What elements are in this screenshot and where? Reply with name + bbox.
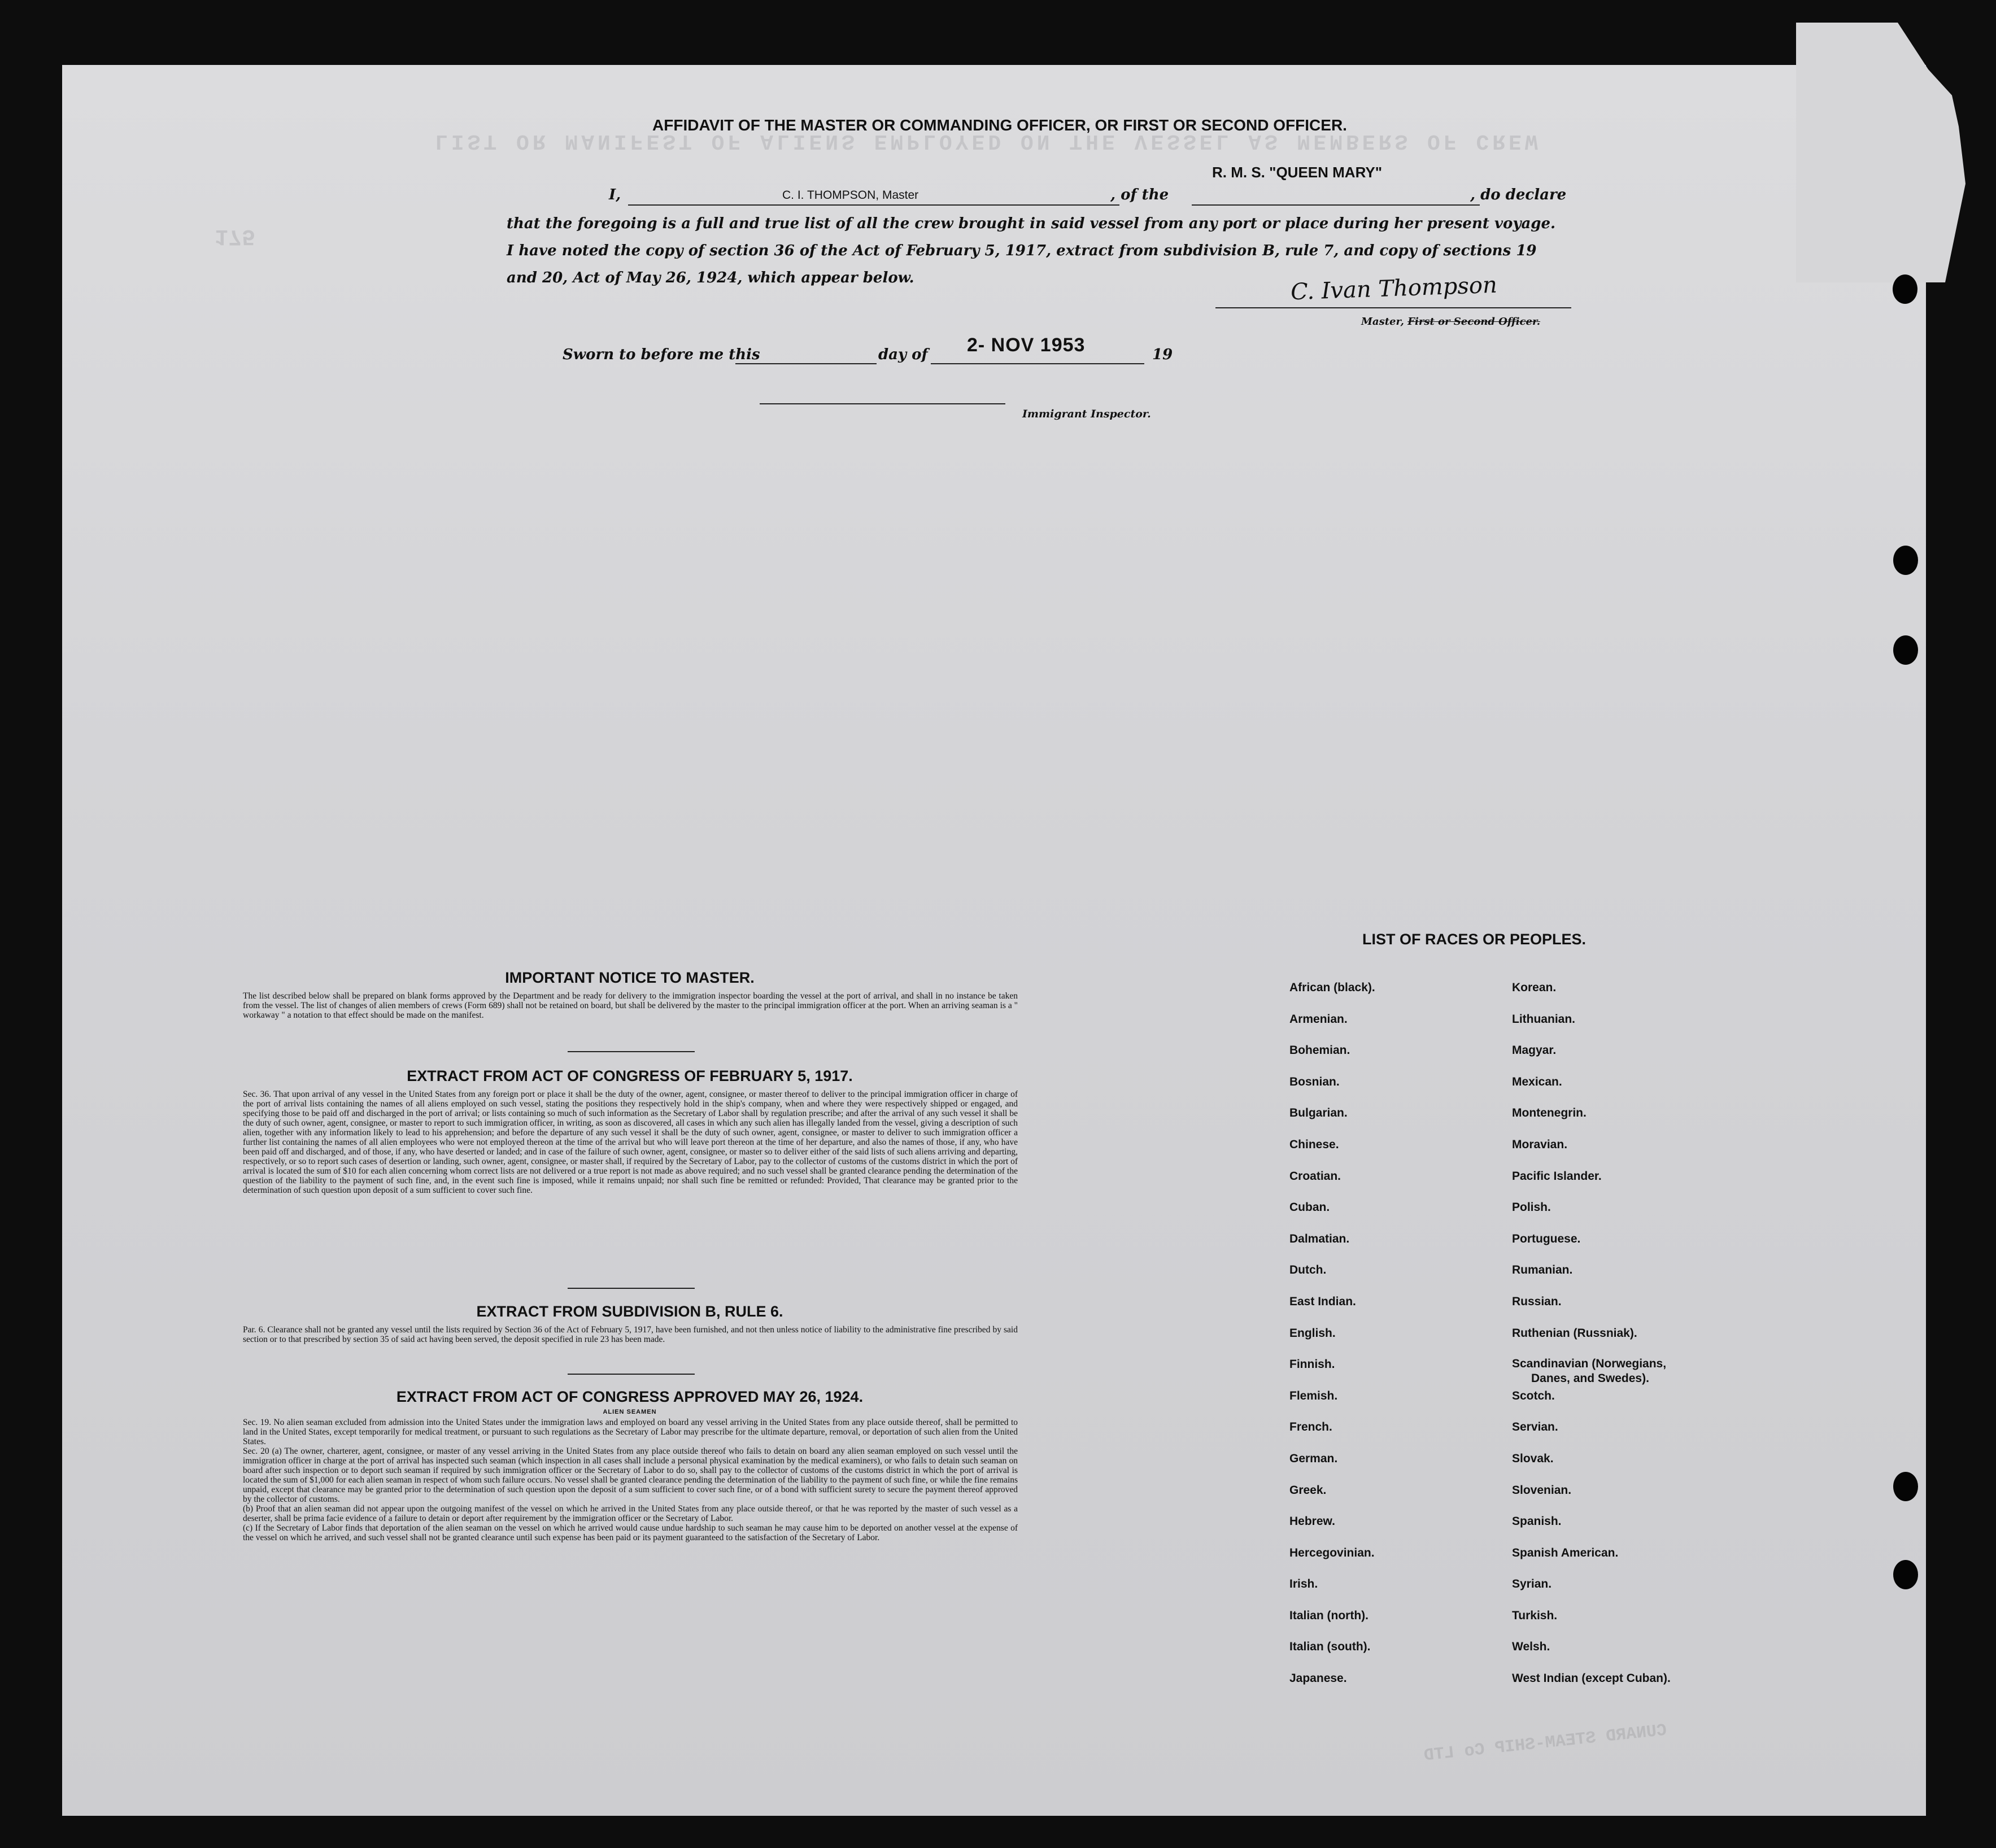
signer-title-master: Master, xyxy=(1361,316,1404,328)
day-of-label: day of xyxy=(878,346,928,363)
race-item: Hebrew. xyxy=(1289,1515,1335,1528)
race-item: Cuban. xyxy=(1289,1201,1330,1214)
sworn-day-line xyxy=(735,363,877,364)
punch-hole xyxy=(1893,1472,1918,1501)
race-item: Mexican. xyxy=(1512,1075,1562,1088)
sworn-date-stamp: 2- NOV 1953 xyxy=(967,334,1086,356)
rule-6-heading: EXTRACT FROM SUBDIVISION B, RULE 6. xyxy=(476,1303,783,1320)
race-item: African (black). xyxy=(1289,981,1375,994)
race-item: Ruthenian (Russniak). xyxy=(1512,1326,1637,1340)
races-list-right xyxy=(1512,972,1671,1694)
race-item: Irish. xyxy=(1289,1577,1318,1591)
divider xyxy=(568,1051,695,1052)
vessel-line xyxy=(1192,204,1480,206)
race-item: Italian (north). xyxy=(1289,1609,1369,1622)
of-the-label: , of the xyxy=(1110,186,1169,203)
extract-1917-heading: EXTRACT FROM ACT OF CONGRESS OF FEBRUARY 5, 1917. xyxy=(407,1067,853,1084)
race-item: Montenegrin. xyxy=(1512,1106,1587,1120)
race-item: Polish. xyxy=(1512,1201,1551,1214)
race-item: Finnish. xyxy=(1289,1358,1335,1371)
race-item: Slovak. xyxy=(1512,1452,1554,1465)
sworn-label: Sworn to before me this xyxy=(563,346,760,363)
year-prefix: 19 xyxy=(1152,346,1173,363)
sec-19-text: Sec. 19. No alien seaman excluded from admission into the United States under the immigration laws and employed on board any vessel arriving in the United States from any place outside thereof, shall be permitted to land in the United States, except temporarily for medical treatment, or pursuant to such regulations as the Secretary of Labor may prescribe for the ultimate departure, removal, or deportation of such alien from the United States. xyxy=(243,1418,1018,1446)
torn-corner xyxy=(1796,23,1966,282)
race-item: Bosnian. xyxy=(1289,1075,1340,1088)
races-list-left xyxy=(1289,972,1375,1694)
race-item: Pacific Islander. xyxy=(1512,1169,1602,1183)
race-item: Dutch. xyxy=(1289,1263,1327,1277)
bleed-through-page-number: 175 xyxy=(215,223,256,249)
master-name: C. I. THOMPSON, Master xyxy=(782,189,919,202)
race-item-line: Scandinavian (Norwegians, xyxy=(1512,1357,1667,1371)
race-item: English. xyxy=(1289,1326,1336,1340)
race-item: Spanish. xyxy=(1512,1515,1562,1528)
race-item-continuation: Danes, and Swedes). xyxy=(1531,1372,1649,1385)
race-item: Servian. xyxy=(1512,1420,1558,1434)
race-item: Russian. xyxy=(1512,1295,1562,1308)
alien-seamen-subheading: ALIEN SEAMEN xyxy=(603,1409,657,1415)
bleed-through-header: LIST OR MANIFEST OF ALIENS EMPLOYED ON THE VESSEL AS MEMBERS OF CREW xyxy=(435,129,1541,153)
name-line xyxy=(628,204,1119,206)
declare-label: , do declare xyxy=(1470,186,1567,203)
inspector-line xyxy=(760,403,1005,404)
signature-line xyxy=(1215,307,1571,308)
signer-title xyxy=(1361,316,1540,328)
race-item: Armenian. xyxy=(1289,1012,1348,1026)
sec-20a-text: Sec. 20 (a) The owner, charterer, agent, consignee, or master of any vessel arriving in the United States from any place outside thereof who fails to detain on board any alien seaman employed on such vessel until the immigration officer in charge at the port of arrival has inspected such seaman (which inspection in all cases shall include a personal physical examination by the medical examiners), or who fails to detain such seaman on board after such inspection or to deport such seaman if required by such immigration officer or the Secretary of Labor to do so, shall pay to the collector of customs of the customs district in which the port of arrival is located the sum of $1,000 for each alien seaman in respect of whom such failure occurs. No vessel shall be granted clearance pending the determination of the liability to the payment of such fine, or while the fine remains unpaid, except that clearance may be granted prior to the determination of such question upon the deposit of a sum sufficient to cover such fine, or of a bond with sufficient surety to secure the payment thereof approved by the collector of customs. xyxy=(243,1446,1018,1504)
extract-1917-body: Sec. 36. That upon arrival of any vessel in the United States from any foreign port or place it shall be the duty of the owner, agent, consignee, or master thereof to deliver to the principal immigration officer in charge of the port of arrival lists containing the names of all aliens employed on such vessel, stating the positions they respectively hold in the ship's company, when and where they were respectively shipped or engaged, and specifying those to be paid off and discharged in the port of arrival; or lists containing so much of such information as the Secretary of Labor shall by regulation prescribe; and after the arrival of any such vessel it shall be the duty of such owner, agent, consignee, or master to report to such immigration officer, in writing, as soon as discovered, all cases in which any such alien has illegally landed from the vessel, giving a description of such alien, together with any information likely to lead to his apprehension; and before the departure of any such vessel it shall be the duty of such owner, agent, consignee, or master to deliver to such immigration officer a further list containing the names of all alien employees who were not employed thereon at the time of the arrival but who will leave port thereon at the time of her departure, and also the names of those, if any, who have been paid off and discharged, and of those, if any, who have deserted or landed; and in case of the failure of such owner, agent, consignee, or master so to deliver either of the said lists of such aliens arriving and departing, respectively, or so to report such cases of desertion or landing, such owner, agent, consignee, or master shall, if required by the Secretary of Labor, pay to the collector of customs of the customs district in which the port of arrival is located the sum of $10 for each alien concerning whom correct lists are not delivered or a true report is not made as above required; and no such vessel shall be granted clearance pending the determination of the question of the liability to the payment of such fine, and, in the event such fine is imposed, while it remains unpaid; nor shall such fine be remitted or refunded: Provided, That clearance may be granted prior to the determination of such question upon deposit of a sum sufficient to cover such fine. xyxy=(243,1089,1018,1195)
divider xyxy=(568,1374,695,1375)
master-signature: C. Ivan Thompson xyxy=(1290,272,1498,306)
races-heading: LIST OF RACES OR PEOPLES. xyxy=(1362,931,1587,948)
race-item: Turkish. xyxy=(1512,1609,1558,1622)
affidavit-line-4: and 20, Act of May 26, 1924, which appear below. xyxy=(507,269,914,286)
inspector-label: Immigrant Inspector. xyxy=(1022,408,1151,420)
race-item: German. xyxy=(1289,1452,1338,1465)
divider xyxy=(568,1288,695,1289)
extract-1924-body xyxy=(243,1418,1018,1542)
affidavit-i: I, xyxy=(609,186,621,203)
punch-hole xyxy=(1893,1560,1918,1589)
race-item: French. xyxy=(1289,1420,1332,1434)
affidavit-title: AFFIDAVIT OF THE MASTER OR COMMANDING OFFICER, OR FIRST OR SECOND OFFICER. xyxy=(652,116,1347,134)
race-item: Magyar. xyxy=(1512,1044,1557,1057)
race-item: Japanese. xyxy=(1289,1672,1347,1685)
notice-body: The list described below shall be prepared on blank forms approved by the Department and be ready for delivery to the immigration inspector boarding the vessel at the port of arrival, and shall in no instance be taken from the vessel. The list of changes of alien members of crews (Form 689) shall not be retained on board, but shall be delivered by the master to the principal immigration officer at the port. When an arriving seaman is a " workaway " a notation to that effect should be made on the manifest. xyxy=(243,991,1018,1020)
signer-title-struck: First or Second Officer. xyxy=(1407,316,1541,328)
punch-hole xyxy=(1893,635,1918,665)
race-item: Bulgarian. xyxy=(1289,1106,1348,1120)
punch-hole xyxy=(1893,274,1917,304)
sworn-month-line xyxy=(931,363,1144,364)
rule-6-body: Par. 6. Clearance shall not be granted any vessel until the lists required by Section 36 of the Act of February 5, 1917, have been furnished, and not then unless notice of liability to the administrative fine prescribed by said section or to that prescribed by section 35 of said act having been served, the deposit specified in rule 23 has been made. xyxy=(243,1325,1018,1344)
affidavit-line-2: that the foregoing is a full and true list of all the crew brought in said vessel from any port or place during her present voyage. xyxy=(507,215,1556,232)
race-item: Spanish American. xyxy=(1512,1546,1619,1559)
race-item: Italian (south). xyxy=(1289,1640,1371,1654)
race-item: Dalmatian. xyxy=(1289,1232,1350,1245)
race-item: Syrian. xyxy=(1512,1577,1552,1591)
sec-20c-text: (c) If the Secretary of Labor finds that deportation of the alien seaman on the vessel on which he arrived would cause undue hardship to such seaman he may cause him to be deported on another vessel at the expense of the vessel on which he arrived, and such vessel shall not be granted clearance until such expense has been paid or its payment guaranteed to the satisfaction of the Secretary of Labor. xyxy=(243,1523,1018,1542)
race-item xyxy=(1512,1349,1671,1385)
race-item: Hercegovinian. xyxy=(1289,1546,1375,1559)
bleed-through-stamp: CUNARD STEAM-SHIP Co LTD xyxy=(1423,1721,1668,1766)
punch-hole xyxy=(1893,546,1918,575)
race-item: East Indian. xyxy=(1289,1295,1356,1308)
race-item: Bohemian. xyxy=(1289,1044,1350,1057)
race-item: Portuguese. xyxy=(1512,1232,1581,1245)
race-item: Croatian. xyxy=(1289,1169,1341,1183)
race-item: Moravian. xyxy=(1512,1137,1568,1151)
sec-20b-text: (b) Proof that an alien seaman did not appear upon the outgoing manifest of the vessel on which he arrived in the United States from any place outside thereof, or that he was reported by the master of such vessel as a deserter, shall be prima facie evidence of a failure to detain or deport after requirement by the immigration officer or the Secretary of Labor. xyxy=(243,1504,1018,1523)
race-item: Chinese. xyxy=(1289,1137,1339,1151)
affidavit-line-3: I have noted the copy of section 36 of the Act of February 5, 1917, extract from subdivision B, rule 7, and copy of sections 19 xyxy=(507,242,1537,259)
race-item: Flemish. xyxy=(1289,1389,1338,1402)
race-item: Greek. xyxy=(1289,1483,1327,1497)
race-item: Scotch. xyxy=(1512,1389,1555,1402)
extract-1924-heading: EXTRACT FROM ACT OF CONGRESS APPROVED MAY 26, 1924. xyxy=(396,1388,864,1405)
race-item: West Indian (except Cuban). xyxy=(1512,1672,1671,1685)
race-item: Rumanian. xyxy=(1512,1263,1573,1277)
race-item: Slovenian. xyxy=(1512,1483,1572,1497)
notice-heading: IMPORTANT NOTICE TO MASTER. xyxy=(505,969,755,986)
vessel-name: R. M. S. "QUEEN MARY" xyxy=(1212,164,1383,181)
race-item: Welsh. xyxy=(1512,1640,1550,1654)
race-item: Korean. xyxy=(1512,981,1557,994)
race-item: Lithuanian. xyxy=(1512,1012,1575,1026)
